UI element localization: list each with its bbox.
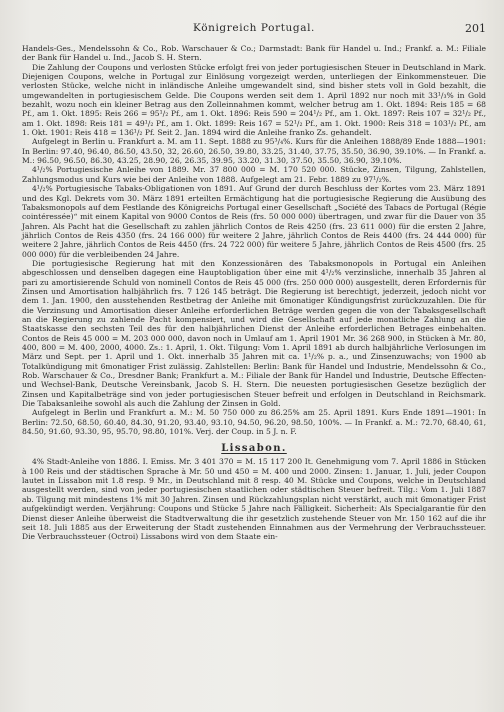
paragraph-zahlung-coupons: Die Zahlung der Coupons und verlosten Stücke erfolgt frei von jeder portugiesischen Steuer in Deutschland in Mark. Diejenigen Coupons, welche in Portugal zur Einlösung vorgezeigt werden, unterliegen der Einkommensteuer. Die verlosten Stücke, welche nicht in inländische Anleihe umgewandelt sind, sind bisher stets voll in Gold bezahlt, die umgewandelten in portugiesischem Gelde. Die Coupons werden seit dem 1. April 1892 nur noch mit 33¹/₃% in Gold bezahlt, wozu noch ein kleiner Betrag aus den Zolleinnahmen kommt, welcher betrug am 1. Okt. 1894: Reis 185 = 68 Pf., am 1. Okt. 1895: Reis 266 = 95¹/₂ Pf., am 1. Okt. 1896: Reis 590 = 204¹/₂ Pf., am 1. Okt. 1897: Reis 107 = 32¹/₂ Pf., am 1. Okt. 1898: Reis 181 = 49¹/₂ Pf., am 1. Okt. 1899: Reis 167 = 52¹/₂ Pf., am 1. Okt. 1900: Reis 318 = 103¹/₂ Pf., am 1. Okt. 1901: Reis 418 = 136¹/₂ Pf. Seit 2. Jan. 1894 wird die Anleihe franko Zs. gehandelt.	[22, 62, 486, 138]
page-number: 201	[465, 22, 486, 35]
paragraph-stadt-anleihe-1886: 4% Stadt-Anleihe von 1886. I. Emiss. Mr. 3 401 370 = M. 15 117 200 It. Genehmigung vom 7. April 1886 in Stücken à 100 Reis und der städtischen Sprache à Mr. 50 und 450 = M. 400 und 2000. Zinsen: 1. Januar, 1. Juli, jeder Coupon lautet in Lissabon mit 1.8 resp. 9 Mr., in Deutschland mit 8 resp. 40 M. Stücke und Coupons, welche in Deutschland ausgestellt werden, sind von jeder portugiesischen staatlichen oder städtischen Steuer befreit. Tilg.: Vom 1. Juli 1887 ab. Tilgung mit mindestens 1% mit 30 Jahren. Zinsen und Rückzahlungsplan nicht verstärkt, auch mit 6monatiger Frist aufgekündigt werden. Verjährung: Coupons und Stücke 5 Jahre nach Fälligkeit. Sicherheit: Als Specialgarantie für den Dienst dieser Anleihe überweist die Stadtverwaltung die ihr gesetzlich zustehende Steuer von Mr. 150 162 auf die ihr seit 18. Juli 1885 aus der Erweiterung der Stadt zustehenden Einnahmen aus der Vermehrung der Verbrauchssteuer. Die Verbrauchssteuer (Octroi) Lissabons wird von dem Staate ein-	[22, 457, 486, 542]
paragraph-anleihe-1889: 4¹/₂% Portugiesische Anleihe von 1889. Mr. 37 800 000 = M. 170 520 000. Stücke, Zinsen, Tilgung, Zahlstellen, Zahlungsmodus und Kurs wie bei der Anleihe von 1888. Aufgelegt am 21. Febr. 1889 zu 97¹/₂%.	[22, 165, 486, 184]
running-header	[22, 22, 486, 38]
paragraph-aufgelegt-1888: Aufgelegt in Berlin u. Frankfurt a. M. am 11. Sept. 1888 zu 95³/₄%. Kurs für die Anleihen 1888/89 Ende 1888—1901: In Berlin: 97.40, 96.40, 86.50, 43.50, 32, 26.60, 26.50, 39.80, 33.25, 31.40, 37.75, 35.50, 36.90, 39.10%. — In Frankf. a. M.: 96.50, 96.50, 86.30, 43.25, 28.90, 26, 26.35, 39.95, 33.20, 31.30, 37.50, 35.50, 36.90, 39.10%.	[22, 137, 486, 166]
paragraph-tabaksmonopol-anleihe: Die portugiesische Regierung hat mit den Konzessionären des Tabaksmonopols in Portugal ein Anleihen abgeschlossen und denselben dagegen eine Hauptobligation über eine mit 4¹/₂% verzinsliche, innerhalb 35 Jahren al pari zu amortisierende Schuld von nominell Contos de Reis 45 000 (frs. 250 000 000) ausgestellt, deren Erfordernis für Zinsen und Amortisation halbjährlich frs. 7 126 145 beträgt. Die Regierung ist berechtigt, jederzeit, jedoch nicht vor dem 1. Jan. 1900, den ausstehenden Restbetrag der Anleihe mit 6monatiger Kündigungsfrist zurückzuzahlen. Die für die Verzinsung und Amortisation dieser Anleihe erforderlichen Beträge werden gegen die von der Tabaksgesellschaft an die Regierung zu zahlende Pacht kompensiert, und wird die Gesellschaft auf jede monatliche Zahlung an die Staatskasse den sechsten Teil des für den halbjährlichen Dienst der Anleihe erforderlichen Betrages einbehalten. Contos de Reis 45 000 = M. 203 000 000, davon noch in Umlauf am 1. April 1901 Mr. 36 268 900, in Stücken à Mr. 80, 400, 800 = M. 400, 2000, 4000. Zs.: 1. April, 1. Okt. Tilgung: Vom 1. April 1891 ab durch halbjährliche Verlosungen im März und Sept. per 1. April und 1. Okt. innerhalb 35 Jahren mit ca. 1¹/₂% p. a., und Zinsenzuwachs; von 1900 ab Totalkündigung mit 6monatiger Frist zulässig. Zahlstellen: Berlin: Bank für Handel und Industrie, Mendelssohn & Co., Rob. Warschauer & Co., Dresdner Bank; Frankfurt a. M.: Filiale der Bank für Handel und Industrie, Deutsche Effecten- und Wechsel-Bank, Deutsche Vereinsbank, Jacob S. H. Stern. Die neuesten portugiesischen Gesetze bezüglich der Zinsen und Kapitalbeträge sind von jeder portugiesischen Steuer befreit und erfolgen in Deutschland in Reichsmark. Die Tabaksanleihe sowohl als auch die Zahlung der Zinsen in Gold.	[22, 258, 486, 409]
paragraph-tabaks-obligationen: 4¹/₂% Portugiesische Tabaks-Obligationen von 1891. Auf Grund der durch Beschluss der Kortes vom 23. März 1891 und des Kgl. Dekrets vom 30. März 1891 erteilten Ermächtigung hat die portugiesische Regierung die Ausübung des Tabaksmonopols auf dem Festlande des Königreichs Portugal einer Gesellschaft „Société des Tabacs de Portugal (Régie cointéressée)“ mit einem Kapital von 9000 Contos de Reis (frs. 50 000 000) übertragen, und zwar für die Dauer von 35 Jahren. Als Pacht hat die Gesellschaft zu zahlen jährlich Contos de Reis 4250 (frs. 23 611 000) für die ersten 2 Jahre, jährlich Contos de Reis 4350 (frs. 24 166 000) für weitere 2 Jahre, jährlich Contos de Reis 4400 (frs. 24 444 000) für weitere 2 Jahre, jährlich Contos de Reis 4450 (frs. 24 722 000) für weitere 5 Jahre, jährlich Contos de Reis 4500 (frs. 25 000 000) für die verbleibenden 24 Jahre.	[22, 184, 486, 259]
section-title-lissabon: Lissabon.	[221, 443, 287, 455]
paragraph-zahlstellen: Handels-Ges., Mendelssohn & Co., Rob. Warschauer & Co.; Darmstadt: Bank für Handel u. Ind.; Frankf. a. M.: Filiale der Bank für Handel u. Ind., Jacob S. H. Stern.	[22, 44, 486, 63]
page-title: Königreich Portugal.	[193, 22, 315, 34]
paragraph-aufgelegt-1891: Aufgelegt in Berlin und Frankfurt a. M.: M. 50 750 000 zu 86.25% am 25. April 1891. Kurs Ende 1891—1901: In Berlin: 72.50, 68.50, 60.40, 84.30, 91.20, 93.40, 93.10, 94.50, 96.20, 98.50, 100%. — In Frankf. a. M.: 72.70, 68.40, 61, 84.50, 91.60, 93.30, 95, 95.70, 98.80, 101%. Verj. der Coup. in 5 J. n. F.	[22, 408, 486, 437]
